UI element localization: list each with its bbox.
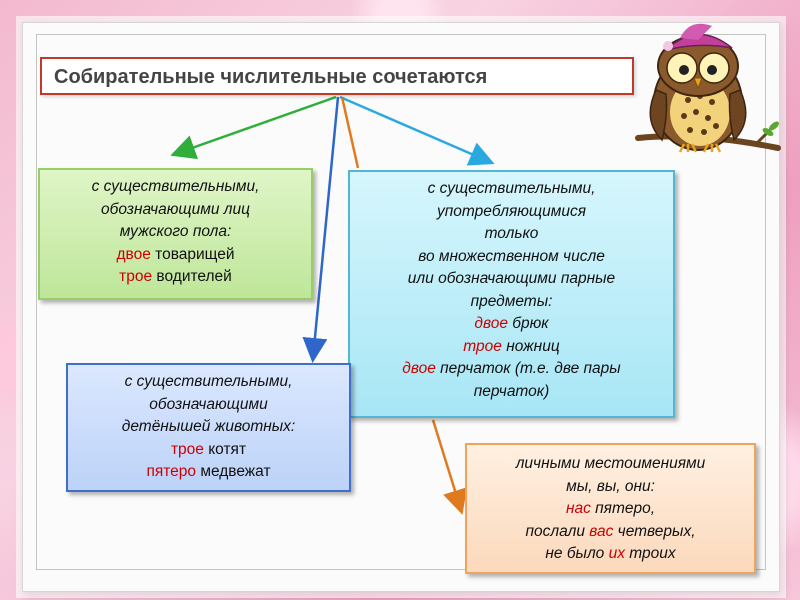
- example-line: [350, 313, 673, 336]
- box-line: с существительными,: [427, 180, 596, 197]
- numeral-highlight: двое: [116, 245, 151, 263]
- numeral-highlight: трое: [463, 337, 502, 355]
- example-noun: водителей: [152, 268, 232, 285]
- box-line: предметы:: [470, 292, 553, 310]
- example-line: [40, 244, 311, 267]
- example-line: [467, 498, 754, 521]
- example-line: [40, 266, 311, 289]
- box-masculine-persons: [38, 168, 313, 300]
- example-text: не было: [545, 545, 609, 562]
- box-line: только: [484, 225, 539, 242]
- example-noun: котят: [203, 440, 247, 458]
- box-baby-animals: [66, 363, 351, 492]
- box-line: с существительными,: [124, 373, 293, 390]
- numeral-highlight: пятеро: [146, 463, 197, 480]
- example-line: [350, 358, 673, 381]
- arrow-blue: [313, 97, 338, 358]
- arrow-orange-lower: [433, 420, 461, 510]
- example-line: [350, 336, 673, 359]
- numeral-highlight: двое: [402, 360, 436, 377]
- example-noun: товарищей: [150, 245, 235, 263]
- box-line: обозначающими: [149, 395, 268, 413]
- example-text: четверых,: [613, 522, 696, 540]
- example-noun: ножниц: [501, 337, 560, 355]
- numeral-highlight: трое: [170, 440, 204, 458]
- box-line: мы, вы, они:: [566, 477, 655, 495]
- example-text: послали: [525, 522, 590, 540]
- example-noun: медвежат: [196, 463, 271, 480]
- box-plural-only-nouns: [348, 170, 675, 418]
- box-line: употребляющимися: [436, 202, 587, 220]
- box-line: или обозначающими парные: [407, 270, 616, 287]
- owl-mascot-icon: [628, 20, 784, 170]
- pronoun-highlight: нас: [565, 500, 591, 517]
- example-text: пятеро,: [590, 500, 656, 517]
- numeral-highlight: трое: [119, 268, 153, 285]
- page-title: Собирательные числительные сочетаются: [40, 57, 634, 95]
- example-line: [68, 461, 349, 484]
- example-noun: брюк: [507, 315, 549, 332]
- pronoun-highlight: вас: [589, 522, 614, 540]
- numeral-highlight: двое: [474, 315, 508, 332]
- pronoun-highlight: их: [608, 545, 625, 562]
- box-line: личными местоимениями: [515, 455, 706, 472]
- box-line: с существительными,: [91, 178, 260, 195]
- box-line: обозначающими лиц: [101, 200, 250, 218]
- arrow-cyan: [340, 97, 490, 162]
- arrow-green: [175, 97, 336, 154]
- example-line: перчаток): [473, 382, 550, 400]
- example-text: троих: [624, 545, 676, 562]
- example-line: [68, 439, 349, 462]
- arrow-orange-upper: [342, 97, 358, 168]
- box-line: во множественном числе: [418, 247, 605, 265]
- box-line: детёнышей животных:: [121, 418, 296, 435]
- box-line: мужского пола:: [119, 223, 232, 240]
- example-line: [467, 543, 754, 566]
- example-line: [467, 521, 754, 544]
- box-personal-pronouns: [465, 443, 756, 574]
- example-noun: перчаток (т.е. две пары: [435, 360, 621, 377]
